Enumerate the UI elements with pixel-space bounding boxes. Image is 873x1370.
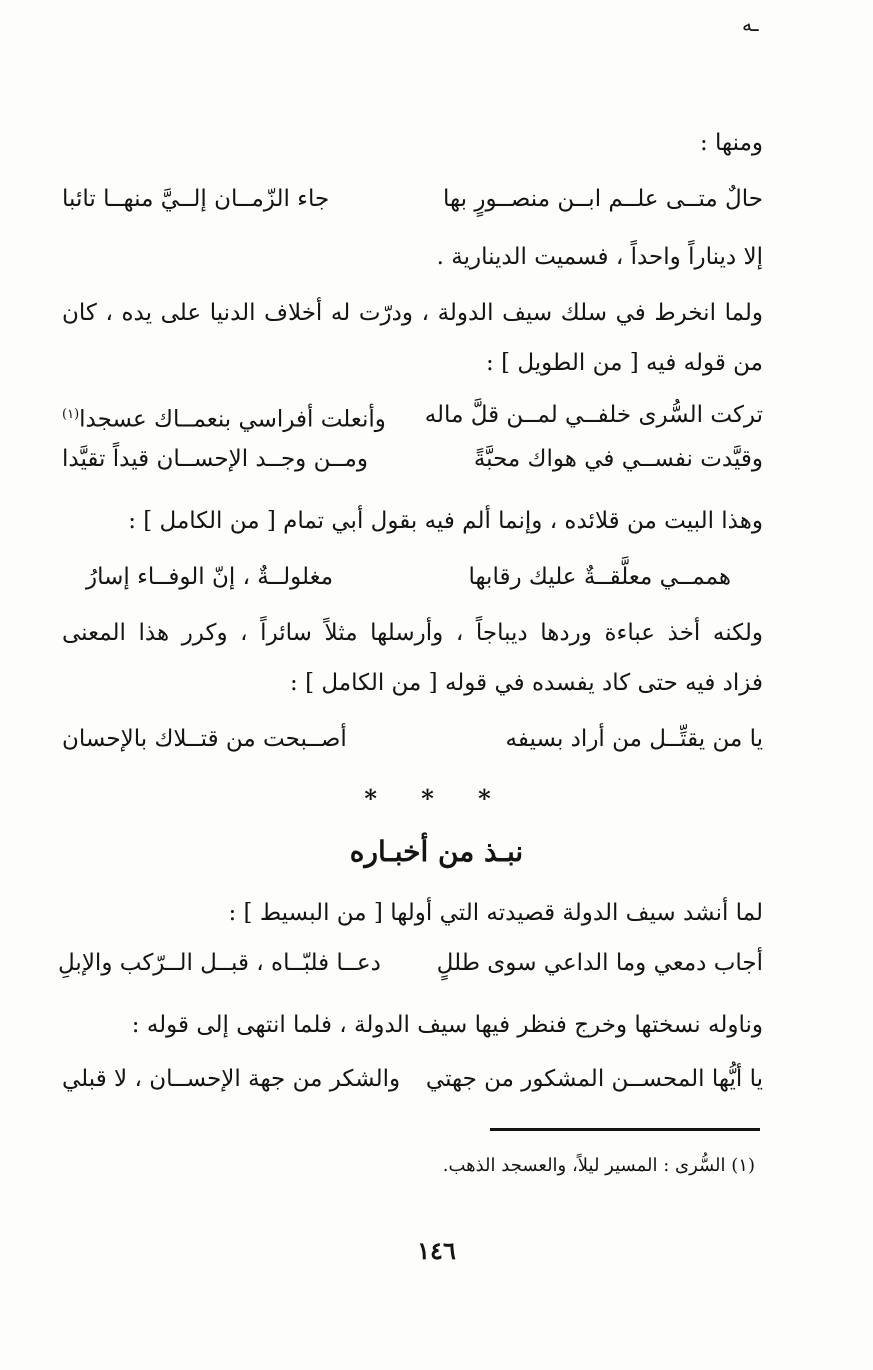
paragraph-2-line-1: ولما انخرط في سلك سيف الدولة ، ودرّت له أخلاف الدنيا على يده ، كان: [62, 300, 763, 326]
verse-5-second-hemistich: أصــبحت من قتــلاك بالإحسان: [62, 726, 347, 752]
paragraph-5: لما أنشد سيف الدولة قصيدته التي أولها [ من البسيط ] :: [228, 900, 763, 926]
verse-2: [62, 398, 763, 437]
verse-7-first-hemistich: يا أيُّها المحســن المشكور من جهتي: [425, 1066, 763, 1092]
paragraph-4-line-1: ولكنه أخذ عباءة وردها ديباجاً ، وأرسلها مثلاً سائراً ، وكرر هذا المعنى: [62, 620, 763, 646]
verse-7-second-hemistich: والشكر من جهة الإحســان ، لا قبلي: [62, 1066, 401, 1092]
verse-5: [62, 722, 763, 756]
verse-4: [86, 560, 731, 594]
verse-4-first-hemistich: هممــي معلَّقــةٌ عليك رقابها: [468, 564, 731, 590]
verse-6-second-hemistich: دعــا فلبّــاه ، قبــل الــرّكب والإبلِ: [58, 950, 381, 976]
footnote-marker: (١): [62, 407, 80, 422]
section-heading: نبـذ من أخبـاره: [349, 835, 524, 868]
footnote: (١) السُّرى : المسير ليلاً، والعسجد الذهب.: [442, 1155, 755, 1176]
verse-3: [62, 442, 763, 476]
verse-1-first-hemistich: حالٌ متــى علــم ابــن منصــورٍ بها: [443, 186, 763, 212]
verse-1: [62, 182, 763, 216]
footnote-divider: [490, 1128, 760, 1131]
paragraph-4-line-2: فزاد فيه حتى كاد يفسده في قوله [ من الكامل ] :: [290, 670, 763, 696]
verse-3-second-hemistich: ومــن وجــد الإحســان قيداً تقيَّدا: [62, 446, 368, 472]
page-number: ١٤٦: [417, 1236, 456, 1265]
paragraph-3: وهذا البيت من قلائده ، وإنما ألم فيه بقول أبي تمام [ من الكامل ] :: [128, 508, 763, 534]
verse-2-second-hemistich: [62, 398, 386, 437]
verse-6-first-hemistich: أجاب دمعي وما الداعي سوى طللٍ: [436, 950, 763, 976]
paragraph-1: إلا ديناراً واحداً ، فسميت الدينارية .: [436, 244, 763, 270]
verse-2-first-hemistich: تركت السُّرى خلفــي لمــن قلَّ ماله: [424, 402, 763, 428]
verse-3-first-hemistich: وقيَّدت نفســي في هواك محبَّةً: [473, 446, 763, 472]
verse-6: [58, 946, 763, 980]
verse-4-second-hemistich: مغلولــةٌ ، إنّ الوفــاء إسارُ: [86, 564, 334, 590]
verse-1-second-hemistich: جاء الزّمــان إلــيَّ منهــا تائبا: [62, 186, 330, 212]
verse-7: [62, 1062, 763, 1096]
verse-2-second-text: وأنعلت أفراسي بنعمــاك عسجدا: [79, 406, 386, 433]
paragraph-6: وناوله نسختها وخرج فنظر فيها سيف الدولة ، فلما انتهى إلى قوله :: [131, 1012, 763, 1038]
verse-5-first-hemistich: يا من يقتِّــل من أراد بسيفه: [505, 726, 763, 752]
paragraph-2-line-2: من قوله فيه [ من الطويل ] :: [486, 350, 763, 376]
section-separator-stars: * * *: [364, 784, 509, 813]
corner-mark: ـه: [742, 12, 759, 36]
intro-line: ومنها :: [699, 130, 763, 156]
